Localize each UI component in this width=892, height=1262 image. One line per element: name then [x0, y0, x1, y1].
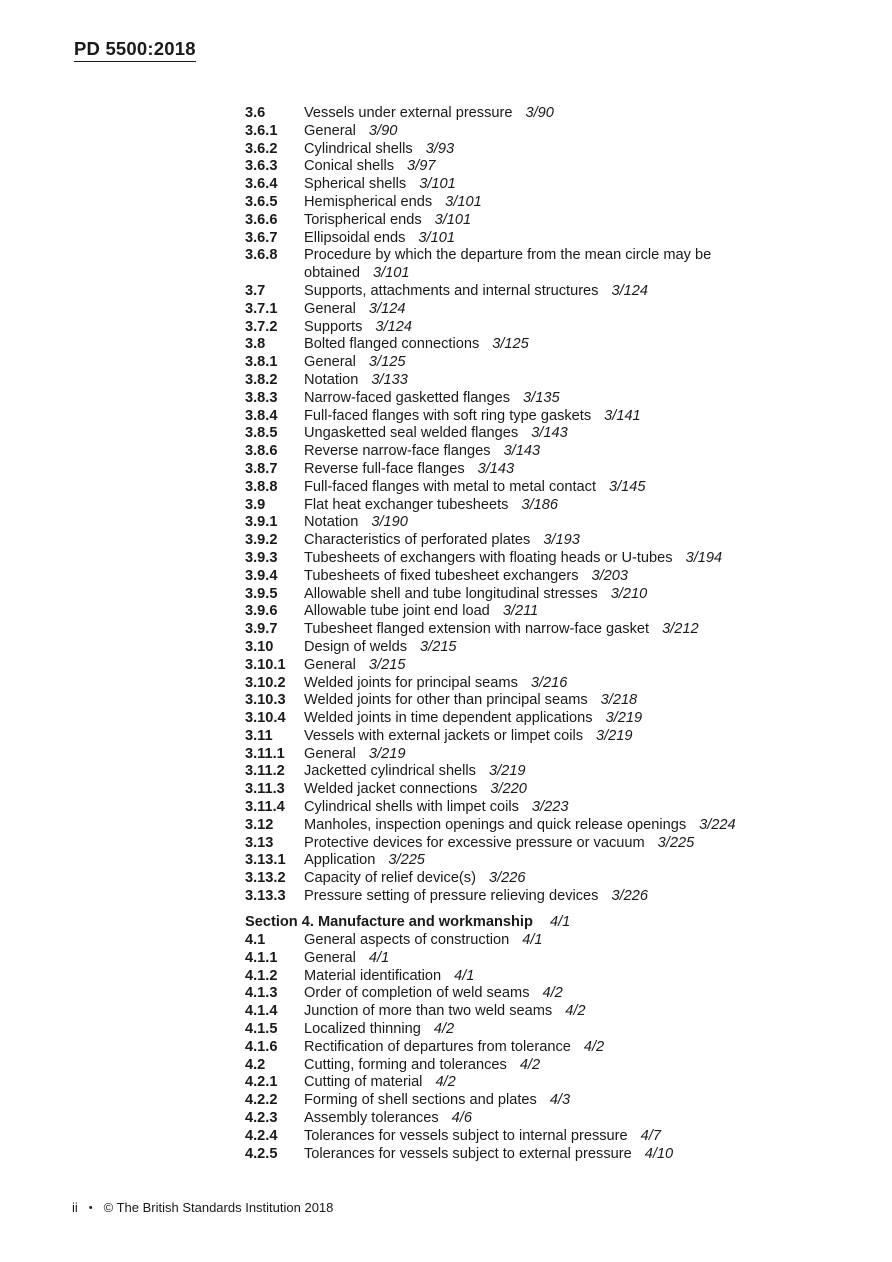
toc-entry-title — [304, 835, 855, 853]
toc-entry-number: 3.6 — [245, 105, 266, 121]
toc-entry-title — [304, 230, 855, 248]
toc-entry-page: 3/226 — [488, 870, 526, 887]
toc-entry-title — [304, 479, 855, 497]
toc-entry-title — [304, 443, 855, 461]
toc-entry-number: 3.11.2 — [245, 763, 285, 780]
toc-entry-title-text: Welded jacket connections — [304, 781, 478, 798]
toc-entry-page: 4/7 — [640, 1127, 661, 1144]
toc-entry-page: 3/125 — [368, 354, 406, 371]
toc-entry-page: 3/133 — [371, 371, 408, 388]
toc-entry[interactable] — [245, 950, 855, 968]
toc-entry-number: 3.11.4 — [245, 799, 285, 816]
toc-entry[interactable] — [245, 1039, 855, 1057]
toc-entry-title — [304, 1092, 855, 1110]
toc-entry-title — [304, 781, 855, 799]
toc-entry-title-text: Characteristics of perforated plates — [304, 532, 531, 549]
toc-entry-number: 3.10.3 — [245, 692, 286, 709]
toc-entry-continuation[interactable] — [245, 265, 855, 283]
toc-entry[interactable] — [245, 514, 855, 532]
toc-entry-title-text: Capacity of relief device(s) — [304, 870, 476, 887]
toc-entry-title — [304, 799, 855, 817]
toc-entry[interactable] — [245, 158, 855, 176]
toc-entry-page: 4/1 — [454, 967, 475, 984]
toc-entry[interactable] — [245, 870, 855, 888]
toc-entry-title-text: Vessels under external pressure — [304, 105, 513, 121]
toc-entry[interactable] — [245, 621, 855, 639]
toc-entry-title-text: Manholes, inspection openings and quick release openings — [304, 816, 687, 833]
toc-entry-page: 3/223 — [531, 799, 569, 816]
toc-entry-number: 4.1.5 — [245, 1021, 278, 1038]
toc-entry[interactable] — [245, 532, 855, 550]
toc-entry[interactable] — [245, 675, 855, 693]
toc-entry-title-text: Full-faced flanges with soft ring type gaskets — [304, 407, 592, 424]
toc-entry-page: 3/210 — [610, 585, 648, 602]
toc-entry-number: 4.1.6 — [245, 1038, 278, 1055]
toc-entry-title — [304, 1074, 855, 1092]
toc-entry-number: 3.6.4 — [245, 176, 278, 193]
toc-entry[interactable] — [245, 932, 855, 950]
toc-entry-title-text: Allowable shell and tube longitudinal stresses — [304, 585, 598, 602]
toc-entry-page: 3/143 — [531, 425, 568, 442]
toc-entry-page: 3/143 — [477, 460, 515, 477]
toc-entry[interactable] — [245, 425, 855, 443]
toc-entry-title — [304, 870, 855, 888]
toc-entry-page: 4/1 — [522, 932, 543, 949]
toc-entry-number: 4.2.4 — [245, 1127, 278, 1144]
toc-entry-title — [304, 639, 855, 657]
toc-entry[interactable] — [245, 835, 855, 853]
toc-entry-title-text: Reverse narrow-face flanges — [304, 443, 491, 460]
toc-entry-title — [304, 194, 855, 212]
toc-entry-title — [304, 497, 855, 515]
toc-entry-title-text: General — [304, 122, 356, 139]
footer-bullet: • — [88, 1201, 93, 1214]
toc-entry-title-text: Supports — [304, 318, 363, 335]
toc-entry-title-text: Junction of more than two weld seams — [304, 1003, 553, 1020]
toc-entry-title-text: Allowable tube joint end load — [304, 603, 490, 620]
toc-entry-title — [304, 888, 855, 906]
toc-entry-number: 3.12 — [245, 816, 274, 833]
toc-entry-page: 3/193 — [543, 532, 580, 549]
toc-entry-page: 3/124 — [611, 282, 648, 299]
toc-entry-title — [304, 746, 855, 764]
toc-entry[interactable] — [245, 1074, 855, 1092]
toc-entry-title-text: Pressure setting of pressure relieving devices — [304, 888, 599, 905]
toc-entry-title — [304, 319, 855, 337]
toc-entry[interactable] — [245, 408, 855, 426]
toc-entry[interactable] — [245, 141, 855, 159]
toc-entry-title-text: Narrow-faced gasketted flanges — [304, 389, 511, 406]
toc-entry-number: 4.2.2 — [245, 1092, 278, 1109]
toc-entry[interactable] — [245, 283, 855, 301]
toc-entry-page: 3/124 — [375, 318, 412, 335]
toc-entry-title-text: Supports, attachments and internal structures — [304, 282, 599, 299]
toc-entry-page: 4/2 — [519, 1056, 541, 1073]
toc-entry-title-text: Full-faced flanges with metal to metal contact — [304, 478, 597, 495]
toc-entry[interactable] — [245, 710, 855, 728]
toc-entry[interactable] — [245, 1128, 855, 1146]
toc-entry[interactable] — [245, 746, 855, 764]
toc-entry-title — [304, 763, 855, 781]
toc-entry-title — [304, 675, 855, 693]
toc-entry-title-text: General — [304, 354, 356, 371]
toc-entry[interactable] — [245, 728, 855, 746]
toc-entry-title — [304, 1057, 855, 1075]
toc-entry-title-text: Cylindrical shells — [304, 140, 413, 157]
toc-entry-page: 3/219 — [368, 745, 406, 762]
toc-entry-number: 3.9 — [245, 496, 266, 513]
toc-entry-page: 3/101 — [419, 176, 456, 193]
toc-entry[interactable] — [245, 1003, 855, 1021]
toc-entry-page: 3/226 — [611, 888, 648, 905]
toc-entry-page: 3/225 — [657, 834, 695, 851]
toc-entry-page: 3/101 — [418, 229, 455, 246]
toc-entry-number: 4.2 — [245, 1056, 266, 1073]
toc-entry-number: 3.13.3 — [245, 888, 286, 905]
toc-entry-title — [304, 586, 855, 604]
toc-entry[interactable] — [245, 550, 855, 568]
toc-entry-number: 4.2.1 — [245, 1074, 278, 1091]
toc-entry-number: 3.9.5 — [245, 585, 278, 602]
toc-entry-number: 3.13.2 — [245, 870, 286, 887]
toc-entry[interactable] — [245, 176, 855, 194]
toc-entry-number: 3.8.5 — [245, 425, 278, 442]
toc-entry[interactable] — [245, 817, 855, 835]
toc-entry-title-text: Tubesheets of fixed tubesheet exchangers — [304, 567, 579, 584]
toc-entry-number: 3.9.6 — [245, 603, 278, 620]
toc-entry-number: 4.1.2 — [245, 967, 278, 984]
toc-entry-page: 3/124 — [368, 300, 406, 317]
toc-entry-title-text: Localized thinning — [304, 1021, 421, 1038]
toc-entry-page: 3/219 — [596, 727, 633, 744]
toc-entry-number: 3.8.7 — [245, 460, 278, 477]
toc-entry-page: 3/90 — [525, 105, 554, 121]
toc-entry-number: 3.8.8 — [245, 478, 278, 495]
toc-entry-number: 4.2.3 — [245, 1110, 278, 1127]
toc-entry-number: 3.9.7 — [245, 621, 278, 638]
toc-entry[interactable] — [245, 763, 855, 781]
toc-entry-number: 3.8.4 — [245, 407, 278, 424]
toc-entry-title-text: Welded joints in time dependent applications — [304, 710, 593, 727]
toc-entry-page: 4/2 — [583, 1038, 605, 1055]
toc-entry-title-text: Reverse full-face flanges — [304, 460, 465, 477]
toc-entry[interactable] — [245, 1146, 855, 1164]
toc-entry-page: 3/203 — [591, 567, 629, 584]
toc-entry-number: 3.7.2 — [245, 318, 278, 335]
toc-entry[interactable] — [245, 497, 855, 515]
toc-entry[interactable] — [245, 603, 855, 621]
page-footer — [72, 1200, 333, 1215]
toc-entry[interactable] — [245, 301, 855, 319]
toc-entry-title — [304, 968, 855, 986]
toc-entry-page: 3/225 — [388, 852, 425, 869]
toc-entry-title — [304, 247, 855, 265]
toc-entry-title-text: General — [304, 745, 356, 762]
toc-entry-number: 3.8 — [245, 336, 266, 353]
toc-entry[interactable] — [245, 1110, 855, 1128]
toc-entry-number: 3.9.4 — [245, 567, 278, 584]
toc-entry[interactable] — [245, 852, 855, 870]
toc-entry[interactable] — [245, 781, 855, 799]
toc-entry-number: 3.7.1 — [245, 300, 278, 317]
toc-entry-number: 3.9.3 — [245, 549, 278, 566]
toc-entry-number: 3.11.3 — [245, 781, 285, 798]
toc-entry-title-text: Application — [304, 852, 376, 869]
toc-entry-number: 3.9.2 — [245, 532, 278, 549]
section-heading-page: 4/1 — [549, 914, 571, 931]
toc-entry-page: 3/216 — [530, 674, 568, 691]
toc-entry-page: 4/2 — [542, 985, 563, 1002]
toc-entry-number: 3.8.3 — [245, 389, 278, 406]
toc-section-heading[interactable] — [245, 914, 855, 932]
toc-entry-title-text: Ellipsoidal ends — [304, 229, 406, 246]
toc-entry[interactable] — [245, 230, 855, 248]
toc-entry-title-text: Design of welds — [304, 638, 408, 655]
toc-entry[interactable] — [245, 985, 855, 1003]
toc-entry-title — [304, 461, 855, 479]
toc-entry-title-continued: obtained — [304, 265, 360, 282]
toc-entry-title-text: Tubesheets of exchangers with floating heads or U-tubes — [304, 549, 673, 566]
toc-entry-number: 3.13 — [245, 834, 274, 851]
toc-entry-title — [304, 728, 855, 746]
toc-entry-page: 3/190 — [371, 514, 408, 531]
toc-entry-number: 4.1 — [245, 932, 266, 949]
toc-entry-page: 3/215 — [368, 656, 406, 673]
toc-entry-number: 3.7 — [245, 282, 266, 299]
toc-entry-title-text: Torispherical ends — [304, 211, 422, 228]
toc-entry-page: 3/101 — [373, 265, 410, 282]
toc-entry-number: 3.6.6 — [245, 211, 278, 228]
toc-entry-title — [304, 1021, 855, 1039]
toc-entry-title-text: Notation — [304, 514, 359, 531]
toc-entry-title — [304, 657, 855, 675]
toc-entry[interactable] — [245, 336, 855, 354]
toc-entry-number: 3.9.1 — [245, 514, 278, 531]
toc-entry-title-text: Procedure by which the departure from the mean circle may be — [304, 247, 712, 264]
toc-entry-title — [304, 950, 855, 968]
toc-entry-number: 3.6.3 — [245, 158, 278, 175]
toc-entry-page: 4/2 — [435, 1074, 456, 1091]
toc-entry-title-text: Tolerances for vessels subject to internal pressure — [304, 1127, 628, 1144]
toc-entry-title-text: General — [304, 949, 356, 966]
toc-entry-title-text: Notation — [304, 371, 359, 388]
toc-entry[interactable] — [245, 479, 855, 497]
toc-entry-number: 3.8.2 — [245, 371, 278, 388]
toc-entry-number: 4.2.5 — [245, 1145, 278, 1162]
toc-entry-title — [304, 390, 855, 408]
toc-entry[interactable] — [245, 639, 855, 657]
toc-entry-title — [304, 568, 855, 586]
toc-entry-title — [304, 532, 855, 550]
toc-entry-page: 3/125 — [492, 336, 529, 353]
toc-entry-title-text: Bolted flanged connections — [304, 336, 480, 353]
toc-entry-title — [304, 141, 855, 159]
toc-entry[interactable] — [245, 888, 855, 906]
toc-entry-title-text: Conical shells — [304, 158, 395, 175]
toc-entry-title — [304, 283, 855, 301]
toc-entry-title-text: Vessels with external jackets or limpet coils — [304, 727, 584, 744]
toc-entry-title-text: General — [304, 656, 356, 673]
toc-entry-title — [304, 123, 855, 141]
toc-entry-page: 3/143 — [503, 443, 541, 460]
toc-entry-number: 3.11.1 — [245, 745, 285, 762]
toc-entry[interactable] — [245, 443, 855, 461]
toc-entry[interactable] — [245, 1021, 855, 1039]
toc-entry-page: 3/93 — [425, 140, 455, 157]
footer-page-number: ii — [72, 1200, 78, 1215]
toc-entry[interactable] — [245, 586, 855, 604]
toc-entry-title-text: Cutting, forming and tolerances — [304, 1056, 507, 1073]
toc-entry-title — [304, 1110, 855, 1128]
toc-entry-number: 3.8.6 — [245, 443, 278, 460]
toc-entry-title-text: Spherical shells — [304, 176, 407, 193]
toc-entry-page: 3/219 — [605, 710, 643, 727]
toc-entry-page: 4/6 — [451, 1110, 472, 1127]
toc-entry-page: 3/101 — [434, 211, 472, 228]
toc-entry-title — [304, 105, 855, 123]
toc-entry-number: 3.6.8 — [245, 247, 278, 264]
toc-entry[interactable] — [245, 799, 855, 817]
toc-entry[interactable] — [245, 194, 855, 212]
toc-entry-title — [304, 212, 855, 230]
toc-entry-title-text: Rectification of departures from tolerance — [304, 1038, 571, 1055]
toc-entry-page: 3/97 — [407, 158, 436, 175]
footer-copyright: © The British Standards Institution 2018 — [103, 1200, 334, 1215]
toc-entry-title-text: Material identification — [304, 967, 442, 984]
toc-entry-number: 3.8.1 — [245, 354, 278, 371]
toc-entry-page: 3/211 — [502, 603, 539, 620]
toc-entry-page: 4/10 — [644, 1145, 674, 1162]
toc-entry-title — [304, 710, 855, 728]
toc-entry-number: 3.13.1 — [245, 852, 286, 869]
toc-entry-page: 4/1 — [368, 949, 390, 966]
table-of-contents — [245, 105, 855, 1163]
toc-entry[interactable] — [245, 105, 855, 123]
toc-entry-title-text: Welded joints for other than principal seams — [304, 692, 588, 709]
toc-entry-number: 3.6.5 — [245, 193, 278, 210]
toc-entry-page: 3/90 — [368, 122, 398, 139]
toc-entry-title-text: Hemispherical ends — [304, 193, 433, 210]
toc-entry-title — [304, 514, 855, 532]
toc-entry[interactable] — [245, 354, 855, 372]
toc-entry-title — [304, 158, 855, 176]
toc-entry-title-text: Flat heat exchanger tubesheets — [304, 496, 509, 513]
toc-entry-page: 3/212 — [662, 621, 699, 638]
toc-entry-title-text: Jacketted cylindrical shells — [304, 763, 476, 780]
toc-entry-page: 4/2 — [433, 1021, 455, 1038]
toc-entry-title — [304, 621, 855, 639]
toc-entry[interactable] — [245, 372, 855, 390]
toc-entry-title — [304, 372, 855, 390]
toc-entry-page: 3/101 — [445, 193, 482, 210]
toc-entry-number: 3.10 — [245, 638, 274, 655]
toc-entry-title-text: Ungasketted seal welded flanges — [304, 425, 519, 442]
toc-entry-number: 3.6.7 — [245, 229, 278, 246]
toc-entry-title-text: General — [304, 300, 356, 317]
toc-entry-title — [304, 1039, 855, 1057]
toc-entry-title-text: Forming of shell sections and plates — [304, 1092, 537, 1109]
toc-entry-page: 4/2 — [565, 1003, 586, 1020]
toc-entry-title — [304, 336, 855, 354]
toc-group-section-3 — [245, 105, 855, 906]
toc-entry-number: 3.10.2 — [245, 674, 286, 691]
toc-entry[interactable] — [245, 461, 855, 479]
document-id: PD 5500:2018 — [74, 38, 196, 62]
toc-entry-number: 3.6.2 — [245, 140, 278, 157]
toc-entry[interactable] — [245, 568, 855, 586]
toc-entry-title — [304, 852, 855, 870]
toc-entry-title — [304, 1146, 855, 1164]
toc-entry-page: 3/218 — [600, 692, 638, 709]
section-heading-title: Section 4. Manufacture and workmanship — [245, 914, 533, 931]
toc-entry-number: 4.1.1 — [245, 949, 278, 966]
toc-entry-title — [304, 985, 855, 1003]
toc-entry-title-text: Assembly tolerances — [304, 1110, 439, 1127]
toc-entry[interactable] — [245, 123, 855, 141]
toc-entry-page: 3/135 — [523, 389, 560, 406]
toc-entry-title-text: Cutting of material — [304, 1074, 423, 1091]
toc-entry[interactable] — [245, 1057, 855, 1075]
toc-entry-number: 3.11 — [245, 727, 273, 744]
toc-entry-number: 3.10.4 — [245, 710, 286, 727]
toc-entry-title — [304, 1003, 855, 1021]
toc-entry-title-text: Protective devices for excessive pressure or vacuum — [304, 834, 645, 851]
toc-entry-page: 3/220 — [490, 781, 527, 798]
toc-group-section-4 — [245, 932, 855, 1163]
toc-entry-title-text: General aspects of construction — [304, 932, 510, 949]
toc-entry-page: 3/194 — [685, 549, 723, 566]
toc-entry[interactable] — [245, 692, 855, 710]
toc-entry-title — [304, 176, 855, 194]
toc-entry-number: 4.1.4 — [245, 1003, 278, 1020]
toc-entry-number: 4.1.3 — [245, 985, 278, 1002]
toc-entry[interactable] — [245, 1092, 855, 1110]
toc-entry-title — [304, 301, 855, 319]
toc-entry-title-text: Order of completion of weld seams — [304, 985, 530, 1002]
toc-entry-title-text: Welded joints for principal seams — [304, 674, 518, 691]
toc-entry-page: 3/186 — [521, 496, 558, 513]
toc-entry-title — [304, 817, 855, 835]
toc-entry-title — [304, 354, 855, 372]
toc-entry[interactable] — [245, 390, 855, 408]
toc-entry[interactable] — [245, 319, 855, 337]
toc-entry-title — [304, 603, 855, 621]
toc-entry[interactable] — [245, 657, 855, 675]
toc-entry-title-text: Cylindrical shells with limpet coils — [304, 799, 519, 816]
toc-entry-page: 3/141 — [604, 407, 641, 424]
toc-entry-title-text: Tolerances for vessels subject to external pressure — [304, 1145, 632, 1162]
toc-entry[interactable] — [245, 968, 855, 986]
toc-entry-title-text: Tubesheet flanged extension with narrow-face gasket — [304, 621, 650, 638]
toc-entry-title — [304, 550, 855, 568]
toc-entry-title — [304, 408, 855, 426]
toc-entry-page: 3/145 — [609, 478, 646, 495]
toc-entry[interactable] — [245, 212, 855, 230]
toc-entry-title — [304, 1128, 855, 1146]
toc-entry-number: 3.6.1 — [245, 122, 278, 139]
toc-entry-page: 4/3 — [549, 1092, 571, 1109]
toc-entry[interactable] — [245, 247, 855, 265]
toc-entry-title — [304, 932, 855, 950]
toc-entry-page: 3/219 — [488, 763, 526, 780]
toc-entry-page: 3/215 — [420, 638, 457, 655]
toc-entry-title — [304, 692, 855, 710]
toc-entry-title — [304, 425, 855, 443]
toc-entry-page: 3/224 — [699, 816, 736, 833]
toc-entry-number: 3.10.1 — [245, 656, 286, 673]
